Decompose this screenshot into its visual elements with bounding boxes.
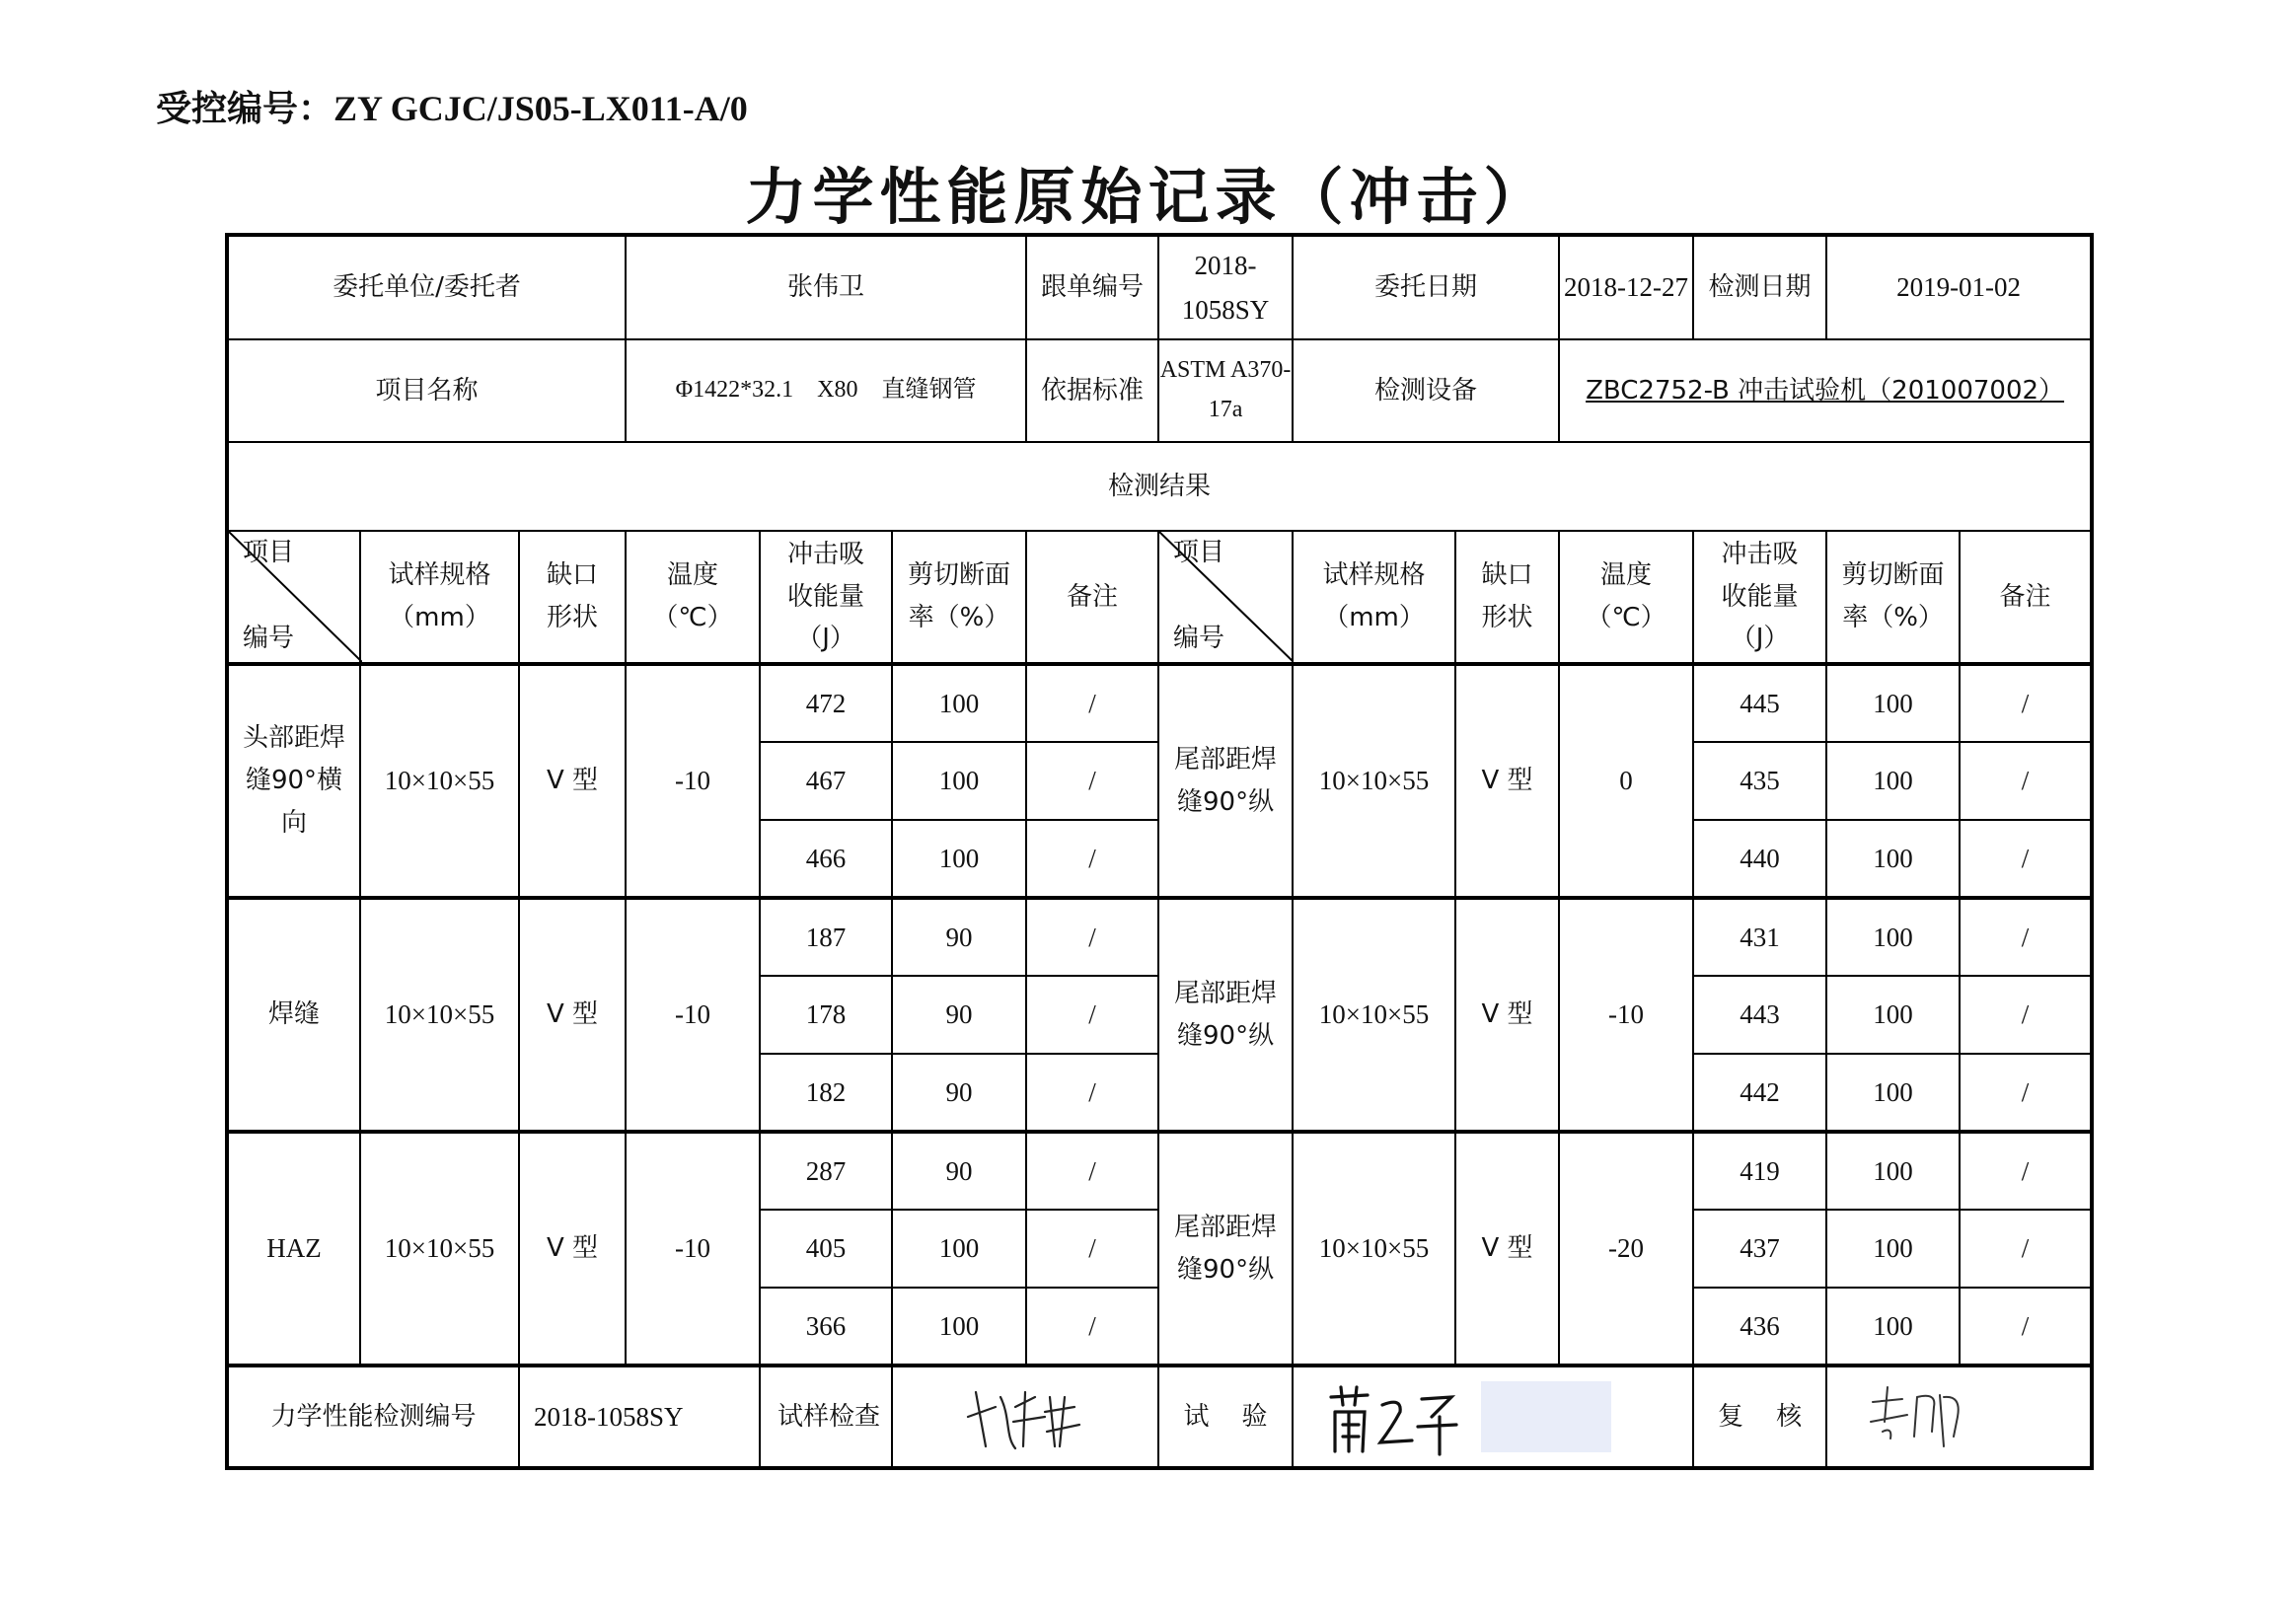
control-number-value: ZY GCJC/JS05-LX011-A/0 [333,89,748,128]
shear-ratio: 100 [1826,1054,1960,1132]
notch-header: 缺口形状 [519,531,626,664]
shear-header-right: 剪切断面率（%） [1826,531,1960,664]
shear-ratio: 100 [892,742,1026,820]
standard-value: ASTM A370-17a [1158,339,1293,442]
entrust-date-value: 2018-12-27 [1559,235,1693,339]
table-row [227,898,2092,976]
shear-ratio: 100 [1826,820,1960,898]
specimen-name: 尾部距焊缝90°纵 [1158,1132,1293,1366]
entrust-date-label: 委托日期 [1293,235,1559,339]
table-row [227,664,2092,742]
remark: / [1026,820,1158,898]
control-number [156,81,748,131]
tracking-label: 跟单编号 [1026,235,1158,339]
shear-ratio: 100 [892,820,1026,898]
reviewer-signature [1826,1366,2092,1468]
specimen-name: 焊缝 [227,898,360,1132]
test-temperature: -10 [626,898,760,1132]
remark: / [1026,976,1158,1054]
item-number-header-right [1158,531,1293,664]
impact-energy: 442 [1693,1054,1826,1132]
notch-header-right: 缺口形状 [1455,531,1559,664]
shear-ratio: 100 [892,1210,1026,1288]
shear-ratio: 90 [892,1132,1026,1210]
impact-energy: 366 [760,1288,892,1366]
impact-energy: 472 [760,664,892,742]
impact-energy: 443 [1693,976,1826,1054]
remark: / [1960,1210,2092,1288]
test-temperature: -10 [1559,898,1693,1132]
impact-energy: 467 [760,742,892,820]
shear-ratio: 100 [1826,898,1960,976]
specimen-spec: 10×10×55 [360,664,519,898]
number-header-label: 编号 [243,624,295,654]
column-header-row [227,531,2092,664]
impact-energy: 440 [1693,820,1826,898]
sample-check-label: 试样检查 [760,1366,892,1468]
shear-ratio: 100 [892,664,1026,742]
test-number-value: 2018-1058SY [519,1366,760,1468]
tester-signature [1293,1366,1693,1468]
shear-ratio: 100 [1826,664,1960,742]
shear-ratio: 100 [1826,976,1960,1054]
number-header-label: 编号 [1173,624,1225,654]
remark: / [1026,1210,1158,1288]
notch-type: V 型 [519,898,626,1132]
shear-ratio: 100 [1826,1132,1960,1210]
test-temperature: 0 [1559,664,1693,898]
remark: / [1960,1288,2092,1366]
control-number-label: 受控编号： [156,89,334,129]
item-number-header [227,531,360,664]
impact-energy: 436 [1693,1288,1826,1366]
notch-type: V 型 [519,1132,626,1366]
page-title: 力学性能原始记录（冲击） [745,161,1551,233]
test-number-label: 力学性能检测编号 [227,1366,519,1468]
handwritten-signature [1323,1377,1471,1456]
test-temperature: -10 [626,664,760,898]
shear-ratio: 100 [1826,1288,1960,1366]
notch-type: V 型 [1455,898,1559,1132]
impact-energy: 437 [1693,1210,1826,1288]
impact-energy: 287 [760,1132,892,1210]
impact-energy: 435 [1693,742,1826,820]
item-header-label: 项目 [243,538,295,567]
specimen-spec: 10×10×55 [1293,898,1455,1132]
shear-header: 剪切断面率（%） [892,531,1026,664]
remark: / [1960,1132,2092,1210]
remark: / [1960,1054,2092,1132]
remark: / [1960,664,2092,742]
shear-ratio: 100 [1826,1210,1960,1288]
project-label: 项目名称 [227,339,626,442]
tracking-value: 2018-1058SY [1158,235,1293,339]
test-temperature: -10 [626,1132,760,1366]
equipment-label: 检测设备 [1293,339,1559,442]
specimen-name: 尾部距焊缝90°纵 [1158,664,1293,898]
remark: / [1026,1288,1158,1366]
spec-header: 试样规格（mm） [360,531,519,664]
test-date-value: 2019-01-02 [1826,235,2092,339]
table-row [227,1132,2092,1210]
impact-record-table [225,233,2094,1470]
impact-energy: 178 [760,976,892,1054]
shear-ratio: 90 [892,976,1026,1054]
notch-type: V 型 [1455,664,1559,898]
specimen-spec: 10×10×55 [360,1132,519,1366]
reviewer-label: 复 核 [1693,1366,1826,1468]
impact-energy: 445 [1693,664,1826,742]
impact-energy: 466 [760,820,892,898]
temp-header-right: 温度（℃） [1559,531,1693,664]
specimen-spec: 10×10×55 [360,898,519,1132]
handwritten-signature [1863,1377,1971,1456]
redaction-box [1481,1381,1611,1452]
client-value: 张伟卫 [626,235,1026,339]
project-value: Φ1422*32.1 X80 直缝钢管 [626,339,1026,442]
temp-header: 温度（℃） [626,531,760,664]
energy-header: 冲击吸收能量（J） [760,531,892,664]
handwritten-signature [956,1377,1094,1456]
item-header-label: 项目 [1173,538,1225,567]
specimen-name: 头部距焊缝90°横向 [227,664,360,898]
remark: / [1960,898,2092,976]
impact-energy: 182 [760,1054,892,1132]
specimen-spec: 10×10×55 [1293,664,1455,898]
equipment-value: ZBC2752-B 冲击试验机（201007002） [1559,339,2092,442]
notch-type: V 型 [1455,1132,1559,1366]
impact-energy: 405 [760,1210,892,1288]
remark: / [1026,1054,1158,1132]
tester-label: 试 验 [1158,1366,1293,1468]
remark: / [1026,664,1158,742]
impact-energy: 431 [1693,898,1826,976]
shear-ratio: 100 [1826,742,1960,820]
remark: / [1960,742,2092,820]
remark: / [1960,976,2092,1054]
test-temperature: -20 [1559,1132,1693,1366]
notch-type: V 型 [519,664,626,898]
shear-ratio: 90 [892,898,1026,976]
remark-header: 备注 [1026,531,1158,664]
shear-ratio: 90 [892,1054,1026,1132]
impact-energy: 419 [1693,1132,1826,1210]
standard-label: 依据标准 [1026,339,1158,442]
specimen-name: HAZ [227,1132,360,1366]
spec-header-right: 试样规格（mm） [1293,531,1455,664]
specimen-name: 尾部距焊缝90°纵 [1158,898,1293,1132]
remark: / [1960,820,2092,898]
specimen-spec: 10×10×55 [1293,1132,1455,1366]
test-date-label: 检测日期 [1693,235,1826,339]
shear-ratio: 100 [892,1288,1026,1366]
remark: / [1026,742,1158,820]
remark-header-right: 备注 [1960,531,2092,664]
remark: / [1026,898,1158,976]
signature-row [227,1366,2092,1468]
impact-energy: 187 [760,898,892,976]
energy-header-right: 冲击吸收能量（J） [1693,531,1826,664]
sample-check-signature [892,1366,1158,1468]
remark: / [1026,1132,1158,1210]
results-title: 检测结果 [227,442,2092,531]
client-label: 委托单位/委托者 [227,235,626,339]
